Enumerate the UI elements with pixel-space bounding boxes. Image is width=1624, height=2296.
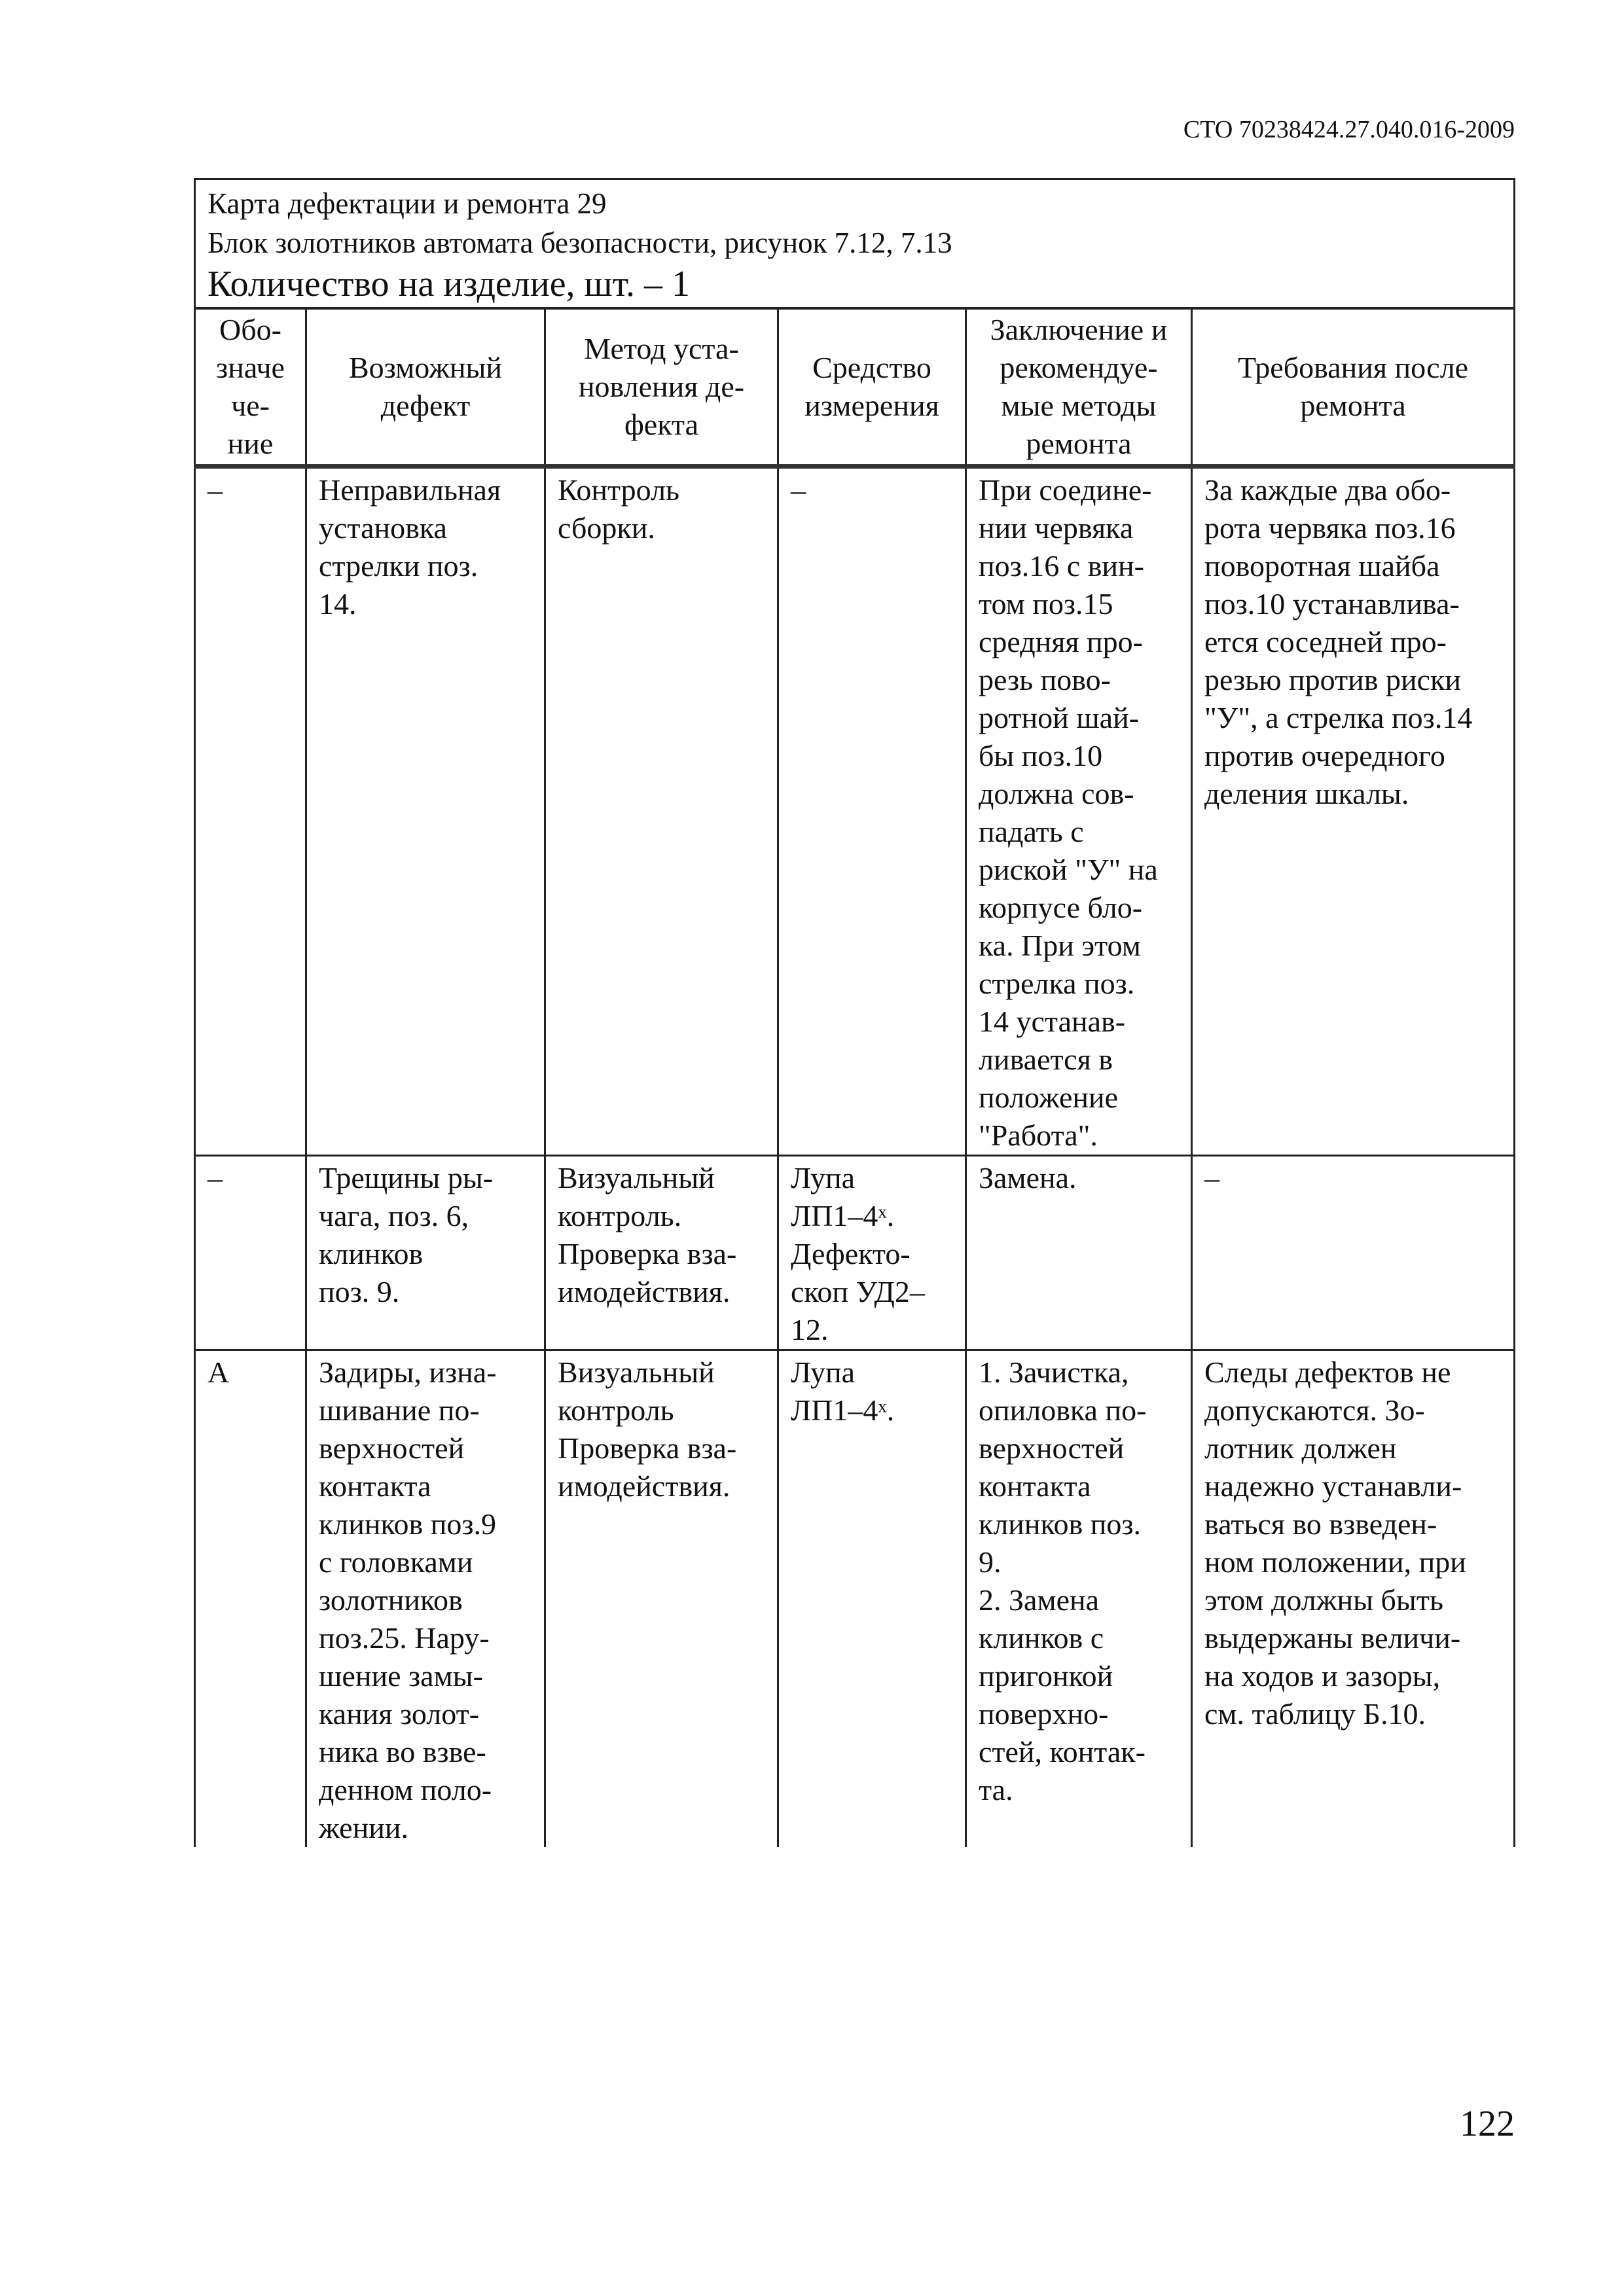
cell-tool: – bbox=[778, 467, 966, 1156]
column-header-designation: Обо- значе че- ние bbox=[195, 308, 306, 467]
document-code: СТО 70238424.27.040.016-2009 bbox=[1183, 116, 1515, 143]
page-number: 122 bbox=[1460, 2104, 1515, 2144]
card-quantity: Количество на изделие, шт. – 1 bbox=[208, 264, 690, 304]
column-header-requirements: Требования после ремонта bbox=[1192, 308, 1515, 467]
cell-designation: – bbox=[195, 467, 306, 1156]
table-row bbox=[195, 467, 1515, 1156]
cell-designation: А bbox=[195, 1350, 306, 1848]
cell-defect: Задиры, изна- шивание по- верхностей контакта клинков поз.9 с головками золотников поз.25. Нару- шение замы- кания золот- ника во взве- денном поло- жении. bbox=[306, 1350, 545, 1848]
cell-tool: Лупа ЛП1–4ˣ. Дефекто- скоп УД2– 12. bbox=[778, 1156, 966, 1350]
cell-conclusion: 1. Зачистка, опиловка по- верхностей контакта клинков поз. 9. 2. Замена клинков с пригонкой поверхно- стей, контак- та. bbox=[966, 1350, 1192, 1848]
cell-designation: – bbox=[195, 1156, 306, 1350]
cell-conclusion: Замена. bbox=[966, 1156, 1192, 1350]
cell-requirements: Следы дефектов не допускаются. Зо- лотник должен надежно устанавли- ваться во взведен- ном положении, при этом должны быть выдержаны величи- на ходов и зазоры, см. таблицу Б.10. bbox=[1192, 1350, 1515, 1848]
card-title-row bbox=[195, 179, 1515, 309]
column-header-possible-defect: Возможный дефект bbox=[306, 308, 545, 467]
cell-requirements: – bbox=[1192, 1156, 1515, 1350]
column-header-row bbox=[195, 308, 1515, 467]
cell-requirements: За каждые два обо- рота червяка поз.16 поворотная шайба поз.10 устанавлива- ется соседней про- резью против риски "У", а стрелка поз.14 против очередного деления шкалы. bbox=[1192, 467, 1515, 1156]
column-header-measuring-tool: Средство измерения bbox=[778, 308, 966, 467]
defect-repair-card-table bbox=[194, 178, 1515, 1847]
cell-tool: Лупа ЛП1–4ˣ. bbox=[778, 1350, 966, 1848]
card-subtitle: Блок золотников автомата безопасности, рисунок 7.12, 7.13 bbox=[208, 226, 952, 259]
card-title-cell bbox=[195, 179, 1515, 309]
cell-method: Контроль сборки. bbox=[545, 467, 778, 1156]
cell-defect: Неправильная установка стрелки поз. 14. bbox=[306, 467, 545, 1156]
table-row bbox=[195, 1350, 1515, 1848]
cell-defect: Трещины ры- чага, поз. 6, клинков поз. 9. bbox=[306, 1156, 545, 1350]
cell-method: Визуальный контроль. Проверка вза- имодействия. bbox=[545, 1156, 778, 1350]
column-header-detection-method: Метод уста- новления де- фекта bbox=[545, 308, 778, 467]
cell-method: Визуальный контроль Проверка вза- имодействия. bbox=[545, 1350, 778, 1848]
table-row bbox=[195, 1156, 1515, 1350]
cell-conclusion: При соедине- нии червяка поз.16 с вин- том поз.15 средняя про- резь пово- ротной шай- бы поз.10 должна сов- падать с риской "У" на корпусе бло- ка. При этом стрелка поз. 14 устанав- ливается в положение "Работа". bbox=[966, 467, 1192, 1156]
column-header-conclusion: Заключение и рекомендуе- мые методы ремонта bbox=[966, 308, 1192, 467]
card-title: Карта дефектации и ремонта 29 bbox=[208, 187, 607, 220]
